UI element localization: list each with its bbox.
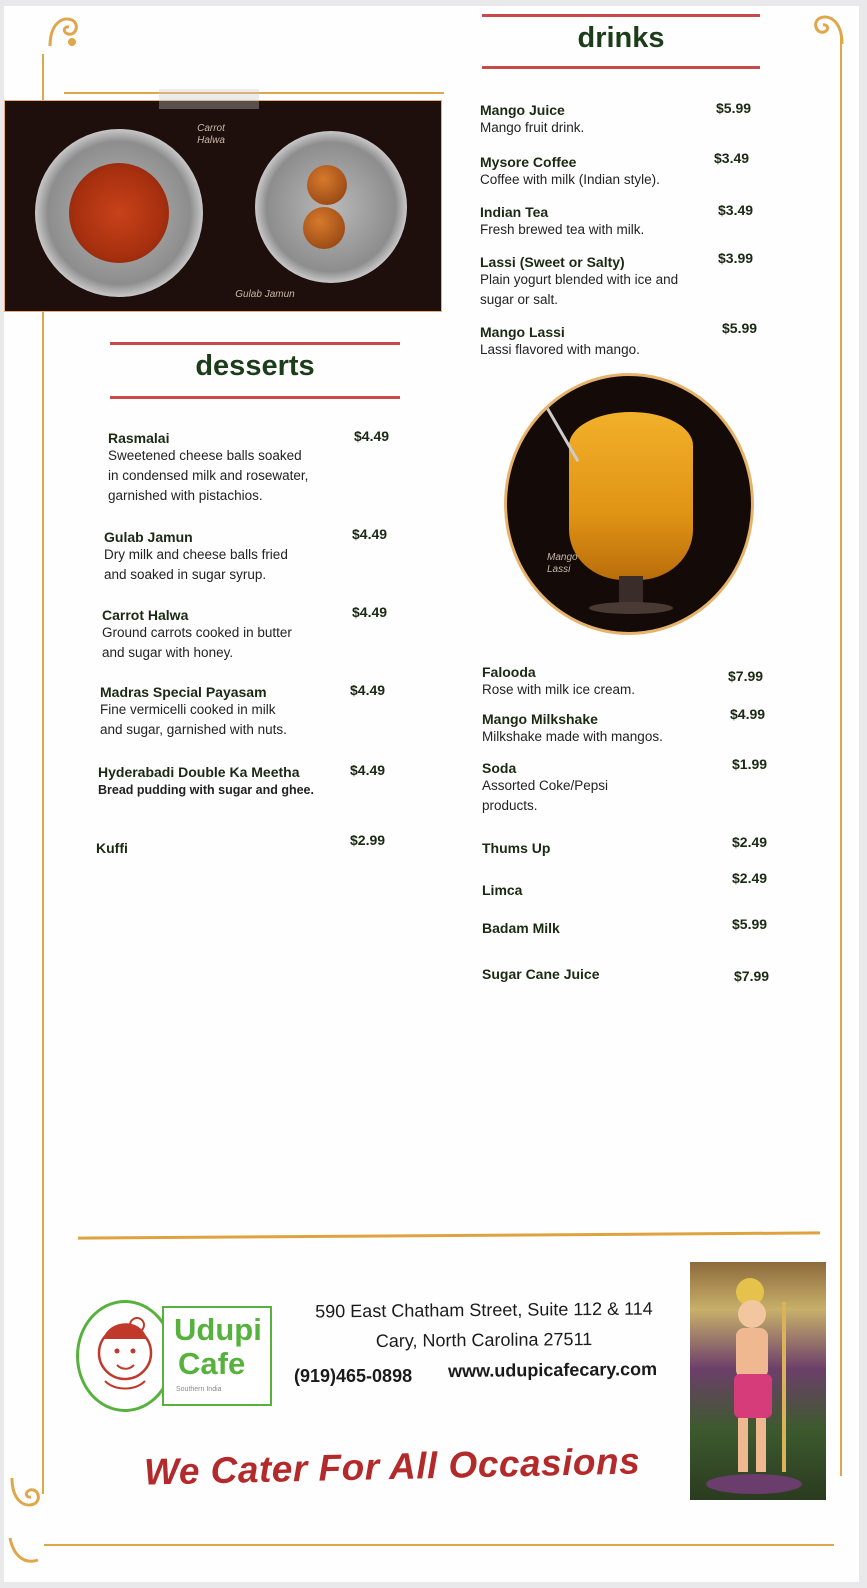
item-name: Indian Tea	[480, 204, 549, 220]
item-description: Lassi flavored with mango.	[480, 342, 640, 357]
logo-text-panel	[162, 1306, 272, 1406]
carrot-halwa-plate	[35, 129, 203, 297]
desserts-rule-top	[110, 342, 400, 345]
item-name: Badam Milk	[482, 920, 560, 936]
udupi-cafe-logo	[76, 1300, 272, 1416]
menu-item	[96, 840, 128, 856]
item-price: $2.49	[732, 834, 768, 850]
item-description: Fresh brewed tea with milk.	[480, 222, 645, 237]
menu-page	[4, 6, 859, 1582]
item-name: Falooda	[482, 664, 536, 680]
logo-emblem	[76, 1300, 174, 1412]
gulab-jamun-plate	[255, 131, 407, 283]
menu-item	[482, 711, 663, 747]
frame-border-right	[840, 36, 842, 1476]
item-name: Gulab Jamun	[104, 529, 193, 545]
menu-item	[480, 154, 660, 190]
drinks-rule-bottom	[482, 66, 760, 69]
item-price: $3.49	[714, 150, 750, 166]
mango-lassi-caption: Mango Lassi	[547, 552, 578, 575]
gulab-jamun-caption: Gulab Jamun	[235, 289, 295, 300]
item-name: Hyderabadi Double Ka Meetha	[98, 764, 300, 780]
item-name: Madras Special Payasam	[100, 684, 267, 700]
item-price: $4.49	[352, 604, 388, 620]
logo-subtitle: Southern India	[176, 1386, 222, 1393]
frame-border-bottom	[44, 1544, 834, 1546]
swirl-ornament-icon	[42, 10, 82, 50]
dessert-photo	[4, 100, 442, 312]
item-name: Kuffi	[96, 840, 128, 856]
item-name: Soda	[482, 760, 517, 776]
mango-lassi-photo	[504, 373, 754, 635]
swirl-ornament-icon	[4, 1474, 44, 1514]
item-price: $4.49	[352, 526, 388, 542]
item-name: Lassi (Sweet or Salty)	[480, 254, 625, 270]
menu-item	[482, 966, 600, 982]
deity-photo	[690, 1262, 826, 1500]
item-description: Dry milk and cheese balls fried and soaked in sugar syrup.	[104, 547, 288, 582]
footer-divider	[78, 1231, 820, 1239]
item-price: $2.49	[732, 870, 768, 886]
item-description: Assorted Coke/Pepsi products.	[482, 778, 609, 813]
swirl-ornament-icon	[4, 1534, 44, 1574]
item-name: Rasmalai	[108, 430, 170, 446]
menu-item	[480, 102, 584, 138]
item-price: $5.99	[722, 320, 758, 336]
menu-item	[482, 882, 522, 898]
phone-number: (919)465-0898	[294, 1366, 413, 1386]
desserts-heading: desserts	[195, 350, 315, 382]
carrot-halwa-caption: Carrot Halwa	[197, 123, 225, 146]
item-price: $5.99	[732, 916, 768, 932]
item-price: $7.99	[728, 668, 764, 684]
drinks-rule-top	[482, 14, 760, 17]
item-price: $2.99	[350, 832, 386, 848]
item-description: Sweetened cheese balls soaked in condensed milk and rosewater, garnished with pistachios.	[108, 448, 309, 503]
item-price: $3.49	[718, 202, 754, 218]
item-price: $4.49	[354, 428, 390, 444]
address-line-2: Cary, North Carolina 27511	[375, 1329, 593, 1351]
swirl-ornament-icon	[810, 8, 850, 48]
menu-item	[480, 204, 644, 240]
item-description: Rose with milk ice cream.	[482, 682, 636, 697]
item-price: $5.99	[716, 100, 752, 116]
logo-name-line1: Udupi	[174, 1312, 262, 1347]
item-price: $3.99	[718, 250, 754, 266]
logo-name-line2: Cafe	[178, 1346, 246, 1381]
item-name: Limca	[482, 882, 523, 898]
item-name: Sugar Cane Juice	[482, 966, 600, 982]
item-price: $7.99	[734, 968, 770, 984]
item-name: Mango Lassi	[480, 324, 565, 340]
menu-item	[482, 840, 550, 856]
item-price: $4.49	[350, 762, 386, 778]
item-name: Thums Up	[482, 840, 551, 856]
item-name: Mango Milkshake	[482, 711, 598, 727]
item-description: Coffee with milk (Indian style).	[480, 172, 660, 187]
menu-item	[482, 664, 635, 700]
address-line-1: 590 East Chatham Street, Suite 112 & 114	[315, 1298, 653, 1322]
menu-item	[100, 684, 287, 740]
item-description: Ground carrots cooked in butter and sugar with honey.	[102, 625, 292, 660]
drinks-heading: drinks	[577, 22, 665, 54]
menu-item	[482, 760, 608, 816]
website-link[interactable]: www.udupicafecary.com	[447, 1358, 658, 1382]
menu-item	[480, 254, 678, 310]
item-description: Fine vermicelli cooked in milk and sugar, garnished with nuts.	[100, 702, 287, 737]
child-face-icon	[79, 1303, 171, 1409]
item-description: Bread pudding with sugar and ghee.	[98, 783, 314, 797]
menu-item	[480, 324, 640, 360]
menu-item	[482, 920, 560, 936]
menu-item	[108, 430, 308, 506]
menu-item	[102, 607, 292, 663]
catering-tagline: We Cater For All Occasions	[143, 1440, 641, 1493]
deity-figure-icon	[690, 1262, 826, 1500]
item-name: Mysore Coffee	[480, 154, 577, 170]
item-description: Plain yogurt blended with ice and sugar or salt.	[480, 272, 679, 307]
item-name: Mango Juice	[480, 102, 565, 118]
item-description: Milkshake made with mangos.	[482, 729, 663, 744]
item-name: Carrot Halwa	[102, 607, 189, 623]
item-description: Mango fruit drink.	[480, 120, 585, 135]
menu-item	[104, 529, 288, 585]
menu-item	[98, 764, 314, 800]
item-price: $1.99	[732, 756, 768, 772]
item-price: $4.99	[730, 706, 766, 722]
item-price: $4.49	[350, 682, 386, 698]
desserts-rule-bottom	[110, 396, 400, 399]
